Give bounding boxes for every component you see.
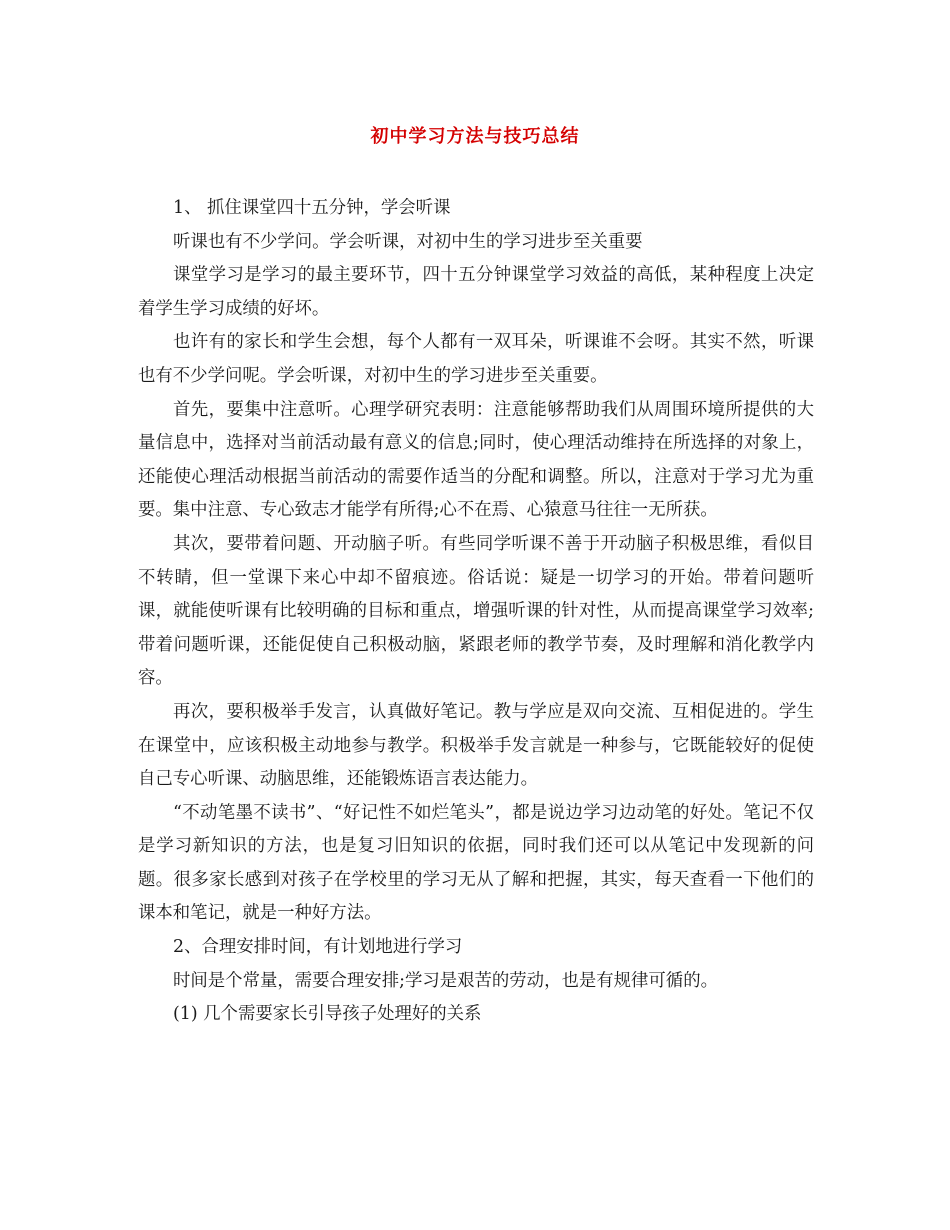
document-body <box>138 192 814 1032</box>
paragraph: 再次，要积极举手发言，认真做好笔记。教与学应是双向交流、互相促进的。学生在课堂中，应该积极主动地参与教学。积极举手发言就是一种参与，它既能较好的促使自己专心听课、动脑思维，还能锻炼语言表达能力。 <box>138 701 814 790</box>
document-title: 初中学习方法与技巧总结 <box>370 126 580 147</box>
paragraph: 也许有的家长和学生会想，每个人都有一双耳朵，听课谁不会呀。其实不然，听课也有不少学问呢。学会听课，对初中生的学习进步至关重要。 <box>138 332 814 386</box>
paragraph: 时间是个常量，需要合理安排;学习是艰苦的劳动，也是有规律可循的。 <box>173 970 718 991</box>
paragraph: 其次，要带着问题、开动脑子听。有些同学听课不善于开动脑子积极思维，看似目不转睛，但一堂课下来心中却不留痕迹。俗话说：疑是一切学习的开始。带着问题听课，就能使听课有比较明确的目标和重点，增强听课的针对性，从而提高课堂学习效率;带着问题听课，还能促使自己积极动脑，紧跟老师的教学节奏，及时理解和消化教学内容。 <box>138 533 814 689</box>
subsection-heading: (1) 几个需要家长引导孩子处理好的关系 <box>173 1004 482 1025</box>
paragraph: “不动笔墨不读书”、“好记性不如烂笔头”，都是说边学习边动笔的好处。笔记不仅是学习新知识的方法，也是复习旧知识的依据，同时我们还可以从笔记中发现新的问题。很多家长感到对孩子在学校里的学习无从了解和把握，其实，每天查看一下他们的课本和笔记，就是一种好方法。 <box>138 802 814 924</box>
paragraph: 课堂学习是学习的最主要环节，四十五分钟课堂学习效益的高低，某种程度上决定着学生学习成绩的好坏。 <box>138 265 814 319</box>
section-heading-2: 2、合理安排时间，有计划地进行学习 <box>173 937 463 958</box>
paragraph: 首先，要集中注意听。心理学研究表明：注意能够帮助我们从周围环境所提供的大量信息中，选择对当前活动最有意义的信息;同时，使心理活动维持在所选择的对象上，还能使心理活动根据当前活动的需要作适当的分配和调整。所以，注意对于学习尤为重要。集中注意、专心致志才能学有所得;心不在焉、心猿意马往往一无所获。 <box>138 399 814 521</box>
section-heading-1: 1、 抓住课堂四十五分钟，学会听课 <box>173 198 451 218</box>
paragraph: 听课也有不少学问。学会听课，对初中生的学习进步至关重要 <box>173 231 643 252</box>
